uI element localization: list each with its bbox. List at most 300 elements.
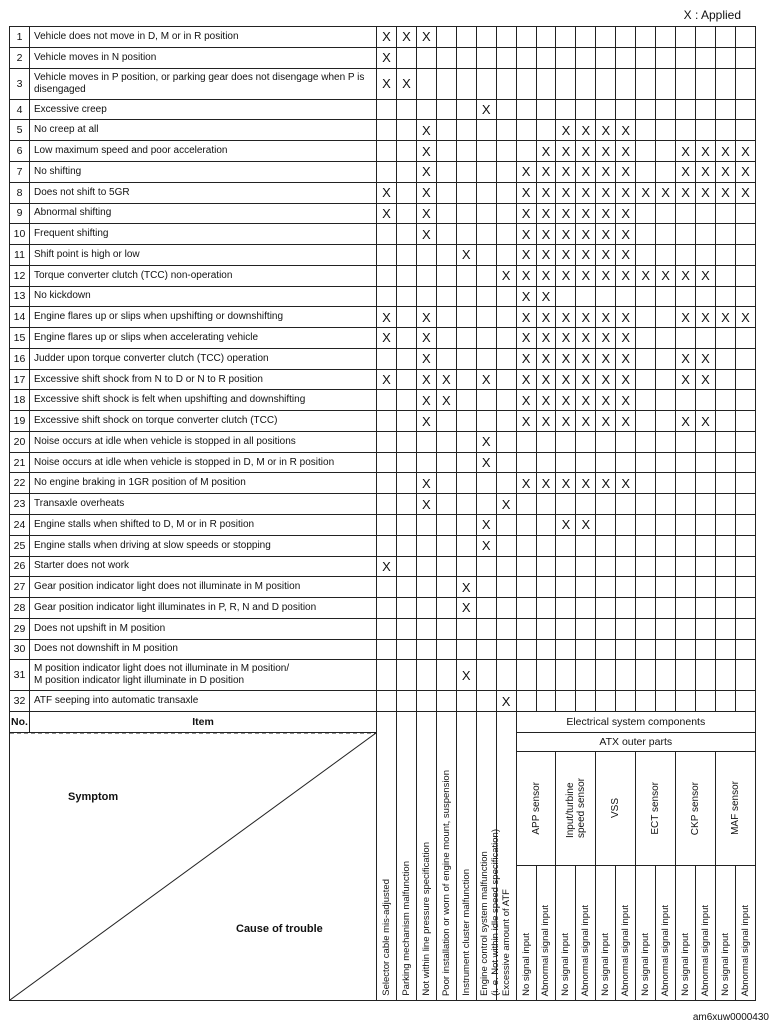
applied-mark: X — [596, 120, 616, 141]
cause-header-0: Selector cable mis-adjusted — [377, 712, 397, 1001]
matrix-cell — [436, 328, 456, 349]
matrix-cell — [696, 47, 716, 68]
matrix-cell — [396, 245, 416, 266]
applied-mark: X — [516, 182, 536, 203]
applied-mark: X — [476, 535, 496, 556]
applied-mark: X — [735, 307, 755, 328]
matrix-cell — [576, 47, 596, 68]
matrix-cell — [715, 120, 735, 141]
matrix-cell — [536, 120, 556, 141]
matrix-cell — [576, 286, 596, 307]
matrix-cell — [596, 286, 616, 307]
matrix-cell — [715, 68, 735, 99]
matrix-cell — [676, 203, 696, 224]
applied-mark: X — [516, 286, 536, 307]
applied-mark: X — [556, 369, 576, 390]
applied-mark: X — [476, 369, 496, 390]
matrix-cell — [636, 556, 656, 577]
matrix-cell — [676, 452, 696, 473]
matrix-cell — [476, 27, 496, 48]
matrix-cell — [696, 452, 716, 473]
matrix-cell — [377, 473, 397, 494]
row-number: 23 — [10, 494, 30, 515]
matrix-cell — [416, 265, 436, 286]
matrix-cell — [496, 390, 516, 411]
matrix-cell — [377, 265, 397, 286]
matrix-cell — [516, 47, 536, 68]
row-number: 17 — [10, 369, 30, 390]
symptom-row — [10, 99, 756, 120]
matrix-cell — [715, 27, 735, 48]
applied-mark: X — [516, 224, 536, 245]
applied-mark: X — [576, 411, 596, 432]
matrix-cell — [576, 598, 596, 619]
matrix-cell — [596, 514, 616, 535]
matrix-cell — [536, 598, 556, 619]
matrix-cell — [576, 452, 596, 473]
matrix-cell — [436, 598, 456, 619]
matrix-cell — [556, 598, 576, 619]
matrix-cell — [396, 182, 416, 203]
matrix-cell — [715, 660, 735, 691]
matrix-cell — [576, 431, 596, 452]
matrix-cell — [496, 182, 516, 203]
symptom-text: No kickdown — [30, 286, 377, 307]
matrix-cell — [636, 390, 656, 411]
applied-mark: X — [556, 348, 576, 369]
applied-mark: X — [696, 265, 716, 286]
matrix-cell — [536, 691, 556, 712]
row-number: 6 — [10, 141, 30, 162]
sensor-label: CKP sensor — [690, 781, 701, 835]
matrix-cell — [476, 660, 496, 691]
matrix-cell — [576, 99, 596, 120]
applied-mark: X — [377, 328, 397, 349]
applied-mark: X — [516, 473, 536, 494]
matrix-cell — [496, 286, 516, 307]
symptom-row — [10, 47, 756, 68]
applied-mark: X — [556, 390, 576, 411]
matrix-cell — [516, 68, 536, 99]
matrix-cell — [456, 691, 476, 712]
matrix-cell — [576, 660, 596, 691]
matrix-cell — [735, 639, 755, 660]
matrix-cell — [616, 618, 636, 639]
matrix-cell — [416, 618, 436, 639]
matrix-cell — [377, 224, 397, 245]
matrix-cell — [735, 120, 755, 141]
matrix-cell — [396, 265, 416, 286]
matrix-cell — [735, 411, 755, 432]
matrix-cell — [616, 494, 636, 515]
sensor-header — [556, 751, 596, 865]
applied-mark: X — [616, 348, 636, 369]
matrix-cell — [636, 120, 656, 141]
matrix-cell — [596, 494, 616, 515]
applied-mark: X — [735, 161, 755, 182]
sensor-header — [715, 751, 755, 865]
matrix-cell — [735, 328, 755, 349]
matrix-cell — [616, 556, 636, 577]
matrix-cell — [396, 141, 416, 162]
matrix-cell — [416, 286, 436, 307]
matrix-cell — [377, 577, 397, 598]
row-number: 21 — [10, 452, 30, 473]
matrix-cell — [556, 618, 576, 639]
matrix-cell — [676, 120, 696, 141]
matrix-cell — [396, 411, 416, 432]
matrix-cell — [456, 27, 476, 48]
matrix-cell — [735, 224, 755, 245]
matrix-cell — [416, 47, 436, 68]
matrix-cell — [396, 328, 416, 349]
applied-mark: X — [556, 161, 576, 182]
matrix-cell — [377, 452, 397, 473]
matrix-cell — [396, 494, 416, 515]
matrix-cell — [676, 494, 696, 515]
matrix-cell — [456, 535, 476, 556]
matrix-cell — [656, 120, 676, 141]
row-number: 29 — [10, 618, 30, 639]
matrix-cell — [596, 535, 616, 556]
matrix-cell — [556, 535, 576, 556]
matrix-cell — [416, 99, 436, 120]
symptom-text: Excessive shift shock on torque converter clutch (TCC) — [30, 411, 377, 432]
applied-mark: X — [636, 182, 656, 203]
symptom-row — [10, 161, 756, 182]
matrix-cell — [456, 47, 476, 68]
applied-mark: X — [636, 265, 656, 286]
matrix-cell — [476, 494, 496, 515]
matrix-cell — [715, 598, 735, 619]
applied-mark: X — [616, 411, 636, 432]
matrix-cell — [656, 307, 676, 328]
matrix-cell — [436, 141, 456, 162]
matrix-cell — [377, 431, 397, 452]
applied-mark: X — [656, 182, 676, 203]
matrix-cell — [377, 245, 397, 266]
matrix-cell — [616, 286, 636, 307]
matrix-cell — [456, 556, 476, 577]
matrix-cell — [676, 556, 696, 577]
matrix-cell — [636, 431, 656, 452]
symptom-text: Torque converter clutch (TCC) non-operation — [30, 265, 377, 286]
applied-mark: X — [735, 141, 755, 162]
matrix-cell — [616, 577, 636, 598]
matrix-cell — [616, 68, 636, 99]
applied-mark: X — [536, 369, 556, 390]
matrix-cell — [735, 535, 755, 556]
applied-mark: X — [576, 348, 596, 369]
applied-mark: X — [576, 473, 596, 494]
sensor-header — [636, 751, 676, 865]
matrix-cell — [436, 691, 456, 712]
matrix-cell — [596, 431, 616, 452]
matrix-cell — [636, 691, 656, 712]
matrix-cell — [596, 691, 616, 712]
signal-type-label: No signal input — [560, 933, 572, 996]
sensor-label: APP sensor — [530, 782, 542, 835]
matrix-cell — [715, 452, 735, 473]
matrix-cell — [656, 141, 676, 162]
applied-mark: X — [416, 307, 436, 328]
matrix-cell — [436, 514, 456, 535]
applied-mark: X — [377, 556, 397, 577]
applied-mark: X — [616, 224, 636, 245]
matrix-cell — [496, 224, 516, 245]
applied-mark: X — [536, 390, 556, 411]
matrix-cell — [576, 556, 596, 577]
matrix-cell — [676, 390, 696, 411]
row-number: 30 — [10, 639, 30, 660]
matrix-cell — [676, 598, 696, 619]
matrix-cell — [656, 431, 676, 452]
matrix-cell — [536, 452, 556, 473]
applied-mark: X — [416, 203, 436, 224]
row-number: 18 — [10, 390, 30, 411]
applied-mark: X — [676, 141, 696, 162]
matrix-cell — [576, 68, 596, 99]
matrix-cell — [656, 514, 676, 535]
matrix-cell — [496, 99, 516, 120]
applied-mark: X — [456, 598, 476, 619]
matrix-cell — [436, 161, 456, 182]
matrix-cell — [596, 47, 616, 68]
matrix-cell — [396, 598, 416, 619]
matrix-cell — [456, 286, 476, 307]
symptom-row — [10, 27, 756, 48]
applied-mark: X — [456, 660, 476, 691]
applied-mark: X — [715, 307, 735, 328]
matrix-cell — [636, 452, 656, 473]
matrix-cell — [696, 691, 716, 712]
symptom-row — [10, 265, 756, 286]
symptom-row — [10, 598, 756, 619]
signal-type-label: No signal input — [520, 933, 532, 996]
matrix-cell — [496, 141, 516, 162]
matrix-cell — [596, 577, 616, 598]
matrix-cell — [735, 99, 755, 120]
applied-mark: X — [616, 161, 636, 182]
matrix-cell — [636, 328, 656, 349]
matrix-cell — [656, 411, 676, 432]
symptom-row — [10, 556, 756, 577]
matrix-cell — [556, 47, 576, 68]
symptom-text: No creep at all — [30, 120, 377, 141]
row-number: 8 — [10, 182, 30, 203]
matrix-cell — [396, 348, 416, 369]
sensor-label: ECT sensor — [650, 782, 662, 835]
symptom-row — [10, 691, 756, 712]
matrix-cell — [636, 27, 656, 48]
sensor-header — [676, 751, 716, 865]
applied-mark: X — [715, 141, 735, 162]
signal-type-header — [656, 866, 676, 1001]
matrix-cell — [596, 68, 616, 99]
matrix-cell — [636, 307, 656, 328]
matrix-cell — [616, 47, 636, 68]
matrix-cell — [377, 660, 397, 691]
applied-mark: X — [496, 494, 516, 515]
row-number: 4 — [10, 99, 30, 120]
matrix-cell — [656, 535, 676, 556]
matrix-cell — [456, 99, 476, 120]
matrix-cell — [436, 68, 456, 99]
matrix-cell — [436, 120, 456, 141]
applied-mark: X — [536, 224, 556, 245]
matrix-cell — [556, 494, 576, 515]
applied-mark: X — [616, 328, 636, 349]
matrix-cell — [715, 245, 735, 266]
matrix-cell — [656, 494, 676, 515]
matrix-cell — [636, 245, 656, 266]
applied-mark: X — [576, 328, 596, 349]
matrix-cell — [676, 47, 696, 68]
matrix-cell — [476, 203, 496, 224]
matrix-cell — [436, 473, 456, 494]
matrix-cell — [676, 660, 696, 691]
symptom-text: Transaxle overheats — [30, 494, 377, 515]
matrix-cell — [735, 514, 755, 535]
matrix-cell — [636, 369, 656, 390]
matrix-cell — [616, 99, 636, 120]
signal-type-label: No signal input — [719, 933, 731, 996]
matrix-cell — [596, 598, 616, 619]
matrix-cell — [656, 691, 676, 712]
matrix-cell — [536, 556, 556, 577]
matrix-cell — [436, 182, 456, 203]
matrix-cell — [516, 577, 536, 598]
symptom-text: Shift point is high or low — [30, 245, 377, 266]
symptom-row — [10, 411, 756, 432]
signal-type-header — [516, 866, 536, 1001]
matrix-cell — [436, 99, 456, 120]
matrix-cell — [636, 660, 656, 691]
matrix-cell — [656, 390, 676, 411]
symptom-text: Excessive shift shock from N to D or N to R position — [30, 369, 377, 390]
matrix-cell — [396, 660, 416, 691]
applied-mark: X — [556, 224, 576, 245]
row-number: 7 — [10, 161, 30, 182]
matrix-cell — [556, 577, 576, 598]
matrix-cell — [636, 514, 656, 535]
applied-mark: X — [416, 224, 436, 245]
symptom-row — [10, 224, 756, 245]
symptom-row — [10, 431, 756, 452]
matrix-cell — [696, 660, 716, 691]
matrix-cell — [496, 577, 516, 598]
matrix-cell — [416, 577, 436, 598]
applied-mark: X — [536, 307, 556, 328]
matrix-cell — [456, 141, 476, 162]
matrix-cell — [656, 203, 676, 224]
symptom-text: Noise occurs at idle when vehicle is stopped in all positions — [30, 431, 377, 452]
matrix-cell — [456, 618, 476, 639]
matrix-cell — [496, 369, 516, 390]
matrix-cell — [656, 556, 676, 577]
matrix-cell — [396, 452, 416, 473]
matrix-cell — [556, 660, 576, 691]
matrix-cell — [696, 99, 716, 120]
symptom-text: Abnormal shifting — [30, 203, 377, 224]
matrix-cell — [696, 639, 716, 660]
matrix-cell — [696, 68, 716, 99]
symptom-row — [10, 141, 756, 162]
matrix-cell — [576, 639, 596, 660]
matrix-cell — [496, 639, 516, 660]
applied-mark: X — [377, 47, 397, 68]
matrix-cell — [476, 245, 496, 266]
sensor-label: Input/turbine speed sensor — [564, 778, 587, 839]
applied-mark: X — [596, 328, 616, 349]
matrix-cell — [496, 411, 516, 432]
row-number: 31 — [10, 660, 30, 691]
applied-mark: X — [596, 245, 616, 266]
matrix-cell — [656, 245, 676, 266]
matrix-cell — [636, 286, 656, 307]
applied-mark: X — [556, 203, 576, 224]
applied-mark: X — [676, 348, 696, 369]
applied-mark: X — [616, 265, 636, 286]
matrix-cell — [377, 494, 397, 515]
applied-mark: X — [496, 265, 516, 286]
applied-mark: X — [536, 286, 556, 307]
matrix-cell — [377, 286, 397, 307]
matrix-cell — [377, 639, 397, 660]
symptom-row — [10, 618, 756, 639]
matrix-cell — [436, 224, 456, 245]
matrix-cell — [456, 494, 476, 515]
matrix-cell — [676, 691, 696, 712]
matrix-cell — [715, 203, 735, 224]
applied-mark: X — [476, 431, 496, 452]
matrix-cell — [396, 618, 416, 639]
matrix-cell — [616, 452, 636, 473]
matrix-cell — [496, 348, 516, 369]
applied-mark: X — [676, 411, 696, 432]
matrix-cell — [496, 328, 516, 349]
matrix-cell — [436, 577, 456, 598]
matrix-cell — [576, 691, 596, 712]
applied-mark: X — [596, 203, 616, 224]
matrix-cell — [735, 660, 755, 691]
symptom-text: Excessive creep — [30, 99, 377, 120]
symptom-row — [10, 535, 756, 556]
row-number: 5 — [10, 120, 30, 141]
matrix-cell — [456, 473, 476, 494]
matrix-cell — [715, 411, 735, 432]
matrix-cell — [576, 577, 596, 598]
row-number: 12 — [10, 265, 30, 286]
row-number: 28 — [10, 598, 30, 619]
symptom-row — [10, 369, 756, 390]
matrix-cell — [496, 618, 516, 639]
figure-code: am6xuw0000430 — [692, 1012, 769, 1023]
applied-mark: X — [696, 369, 716, 390]
applied-mark: X — [596, 411, 616, 432]
matrix-cell — [556, 431, 576, 452]
symptom-text: Engine stalls when shifted to D, M or in R position — [30, 514, 377, 535]
matrix-cell — [715, 369, 735, 390]
symptom-row — [10, 328, 756, 349]
applied-mark: X — [596, 224, 616, 245]
applied-mark: X — [596, 265, 616, 286]
matrix-cell — [735, 348, 755, 369]
applied-mark: X — [436, 369, 456, 390]
matrix-cell — [636, 535, 656, 556]
matrix-cell — [715, 390, 735, 411]
row-number: 25 — [10, 535, 30, 556]
